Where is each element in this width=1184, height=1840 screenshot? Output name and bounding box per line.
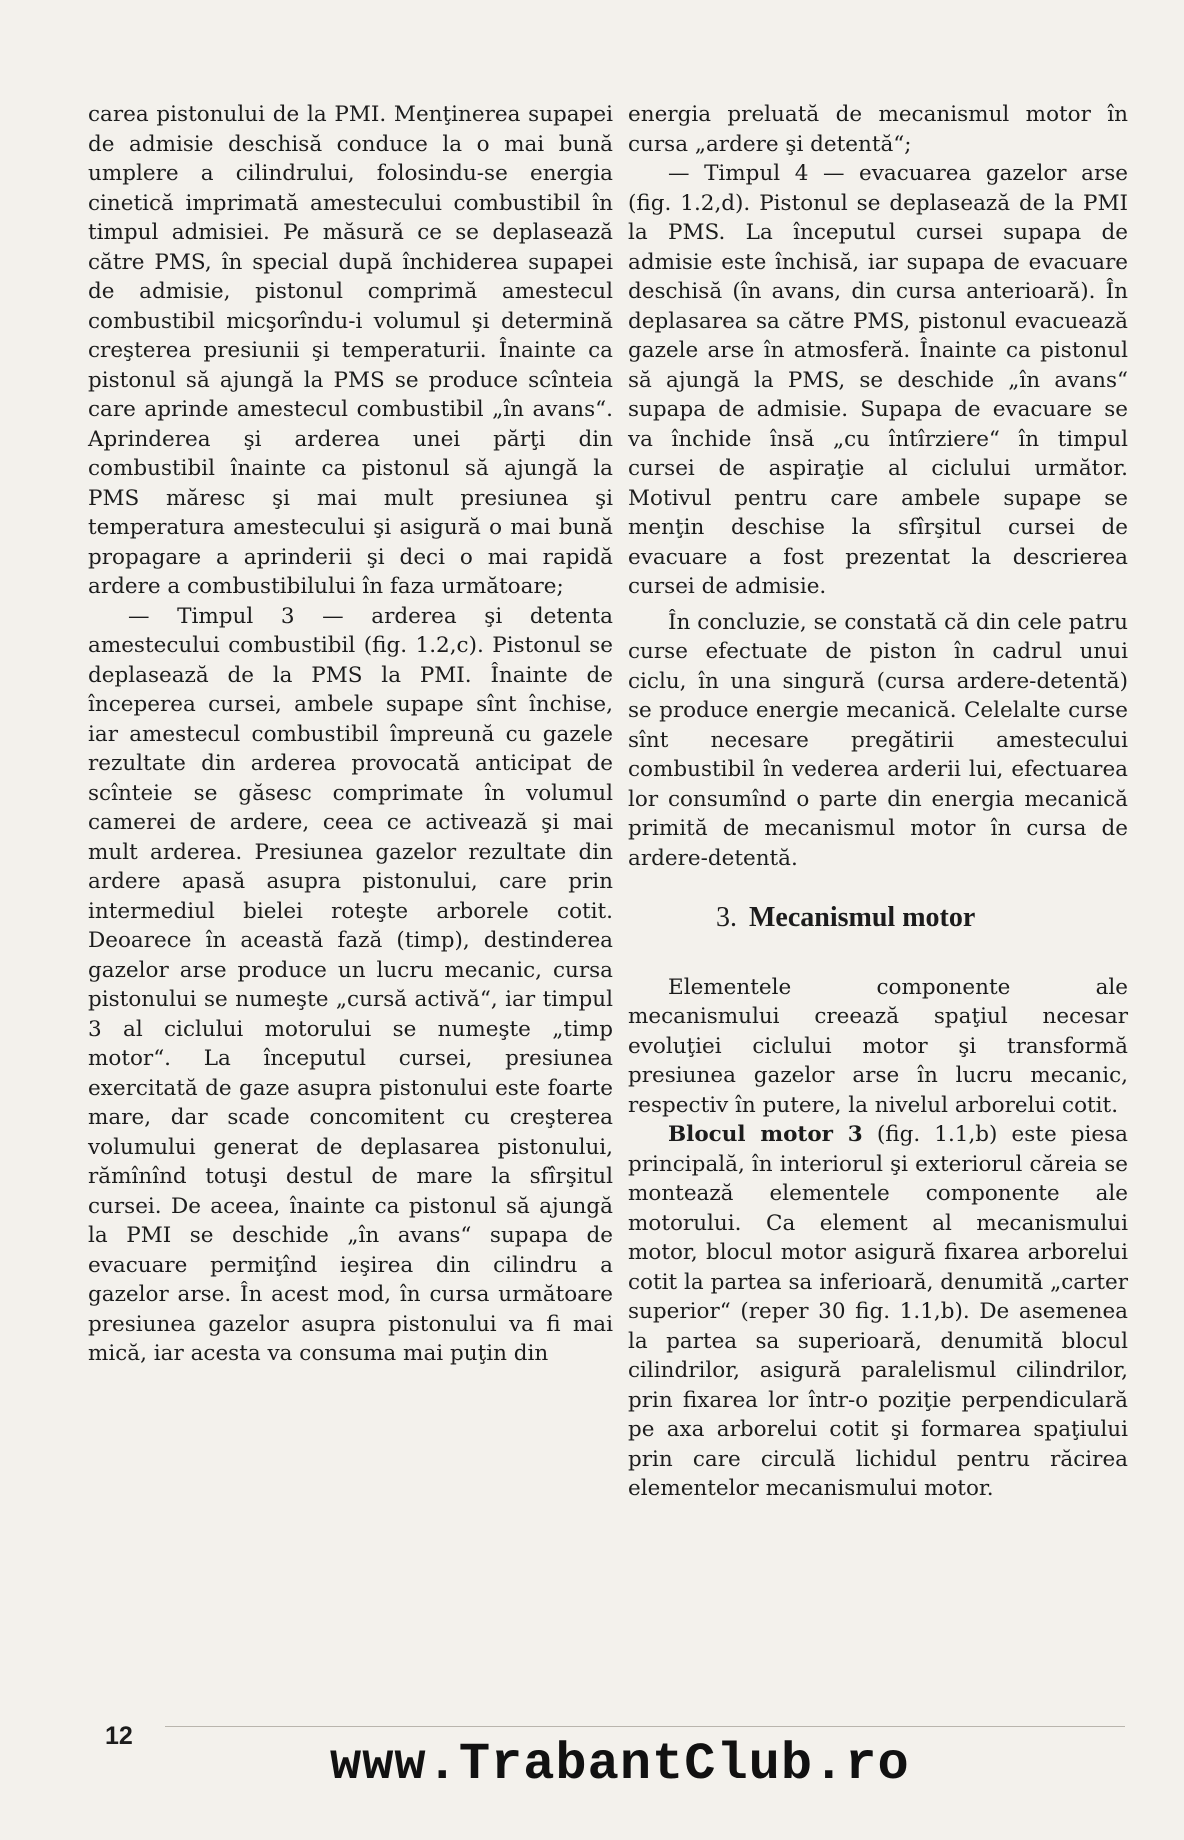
paragraph-concluzie: În concluzie, se constată că din cele patru curse efectuate de piston în cadrul unui ciclu, în una singură (cursa ardere-detentă) se produce energie mecanică. Celelalte curse sînt necesare pregătirii amestecului combustibil în vederea arderii lui, efectuarea lor consumînd o parte din energia mecanică primită de mecanismul motor în cursa de ardere-detentă. (628, 609, 1128, 871)
section-heading (716, 903, 1128, 933)
paragraph-continuation-right: energia preluată de mecanismul motor în cursa „ardere şi detentă“; (628, 102, 1128, 157)
section-number: 3. (716, 902, 737, 933)
left-column (88, 100, 613, 1369)
paragraph-elemente: Elementele componente ale mecanismului creează spaţiul necesar evoluţiei ciclului motor şi transformă presiunea gazelor arse în lucru mecanic, respectiv în putere, la nivelul arborelui cotit. (628, 974, 1128, 1118)
footer-divider (165, 1726, 1125, 1727)
paragraph-timpul-4: — Timpul 4 — evacuarea gazelor arse (fig. 1.2,d). Pistonul se deplasează de la PMI la PMS. La începutul cursei supapa de admisie este închisă, iar supapa de evacuare deschisă (în avans, din cursa anterioară). În deplasarea sa către PMS, pistonul evacuează gazele arse în atmosferă. Înainte ca pistonul să ajungă la PMS, se deschide „în avans“ supapa de admisie. Supapa de evacuare se va închide însă „cu întîrziere“ în timpul cursei de aspiraţie al ciclului următor. Motivul pentru care ambele supape se menţin deschise la sfîrşitul cursei de evacuare a fost prezentat la descrierea cursei de admisie. (628, 161, 1128, 599)
section-title: Mecanismul motor (749, 902, 976, 933)
right-column (628, 100, 1128, 1504)
paragraph-timpul-3: — Timpul 3 — arderea şi detenta amestecului combustibil (fig. 1.2,c). Pistonul se deplasează de la PMS la PMI. Înainte de începerea cursei, ambele supape sînt închise, iar amestecul combustibil împreună cu gazele rezultate din arderea provocată anticipat de scînteie se găsesc comprimate în volumul camerei de ardere, ceea ce activează şi mai mult arderea. Presiunea gazelor rezultate din ardere apasă asupra pistonului, care prin intermediul bielei roteşte arborele cotit. Deoarece în această fază (timp), destinderea gazelor arse produce un lucru mecanic, cursa pistonului se numeşte „cursă activă“, iar timpul 3 al ciclului motorului se numeşte „timp motor“. La începutul cursei, presiunea exercitată de gaze asupra pistonului este foarte mare, dar scade concomitent cu creşterea volumului generat de deplasarea pistonului, rămînînd totuşi destul de mare la sfîrşitul cursei. De aceea, înainte ca pistonul să ajungă la PMI se deschide „în avans“ supapa de evacuare permiţînd ieşirea din cilindru a gazelor arse. În acest mod, în cursa următoare presiunea gazelor asupra pistonului va fi mai mică, iar acesta va consuma mai puţin din (88, 603, 613, 1366)
page-number: 12 (105, 1722, 133, 1750)
paragraph-continuation: carea pistonului de la PMI. Menţinerea supapei de admisie deschisă conduce la o mai bună umplere a cilindrului, folosindu-se energia cinetică imprimată amestecului combustibil în timpul admisiei. Pe măsură ce se deplasează către PMS, în special după închiderea supapei de admisie, pistonul comprimă amestecul combustibil micşorîndu-i volumul şi determină creşterea presiunii şi temperaturii. Înainte ca pistonul să ajungă la PMS se produce scînteia care aprinde amestecul combustibil „în avans“. Aprinderea şi arderea unei părţi din combustibil înainte ca pistonul să ajungă la PMS măresc şi mai mult presiunea şi temperatura amestecului şi asigură o mai bună propagare a aprinderii şi deci o mai rapidă ardere a combustibilului în faza următoare; (88, 102, 613, 599)
term-blocul-motor: Blocul motor 3 (668, 1122, 863, 1147)
paragraph-blocul-motor-text: (fig. 1.1,b) este piesa principală, în interiorul şi exteriorul căreia se montează elementele componente ale motorului. Ca element al mecanismului motor, blocul motor asigură fixarea arborelui cotit la partea sa inferioară, denumită „carter superior“ (reper 30 fig. 1.1,b). De asemenea la partea sa superioară, denumită blocul cilindrilor, asigură paralelismul cilindrilor, prin fixarea lor într-o poziţie perpendiculară pe axa arborelui cotit şi formarea spaţiului prin care circulă lichidul pentru răcirea elementelor mecanismului motor. (628, 1122, 1128, 1501)
paragraph-blocul-motor (628, 1120, 1128, 1504)
watermark-url: www.TrabantClub.ro (330, 1735, 910, 1794)
